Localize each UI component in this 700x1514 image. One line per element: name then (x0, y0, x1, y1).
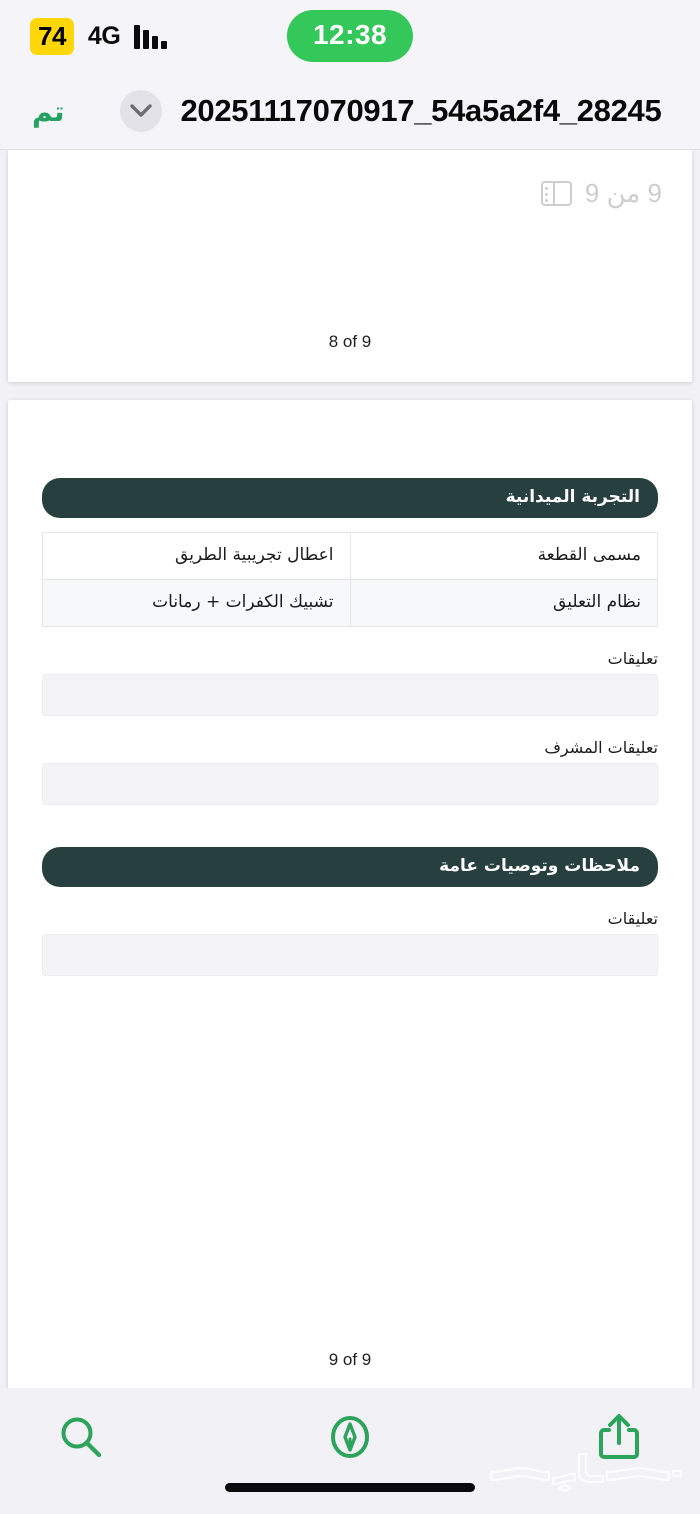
field-input-general-comments[interactable] (42, 934, 658, 976)
pdf-page-current (8, 400, 692, 1388)
home-indicator (225, 1483, 475, 1492)
field-trial-table (42, 532, 658, 627)
done-button[interactable]: تم (32, 95, 65, 127)
status-bar-left (30, 18, 167, 55)
document-scroll-area[interactable] (0, 150, 700, 1388)
battery-level-label: 74 (30, 18, 74, 55)
field-label-comments: تعليقات (607, 649, 658, 668)
table-cell-key: مسمى القطعة (350, 533, 658, 580)
table-row (43, 580, 658, 627)
report-body (8, 400, 692, 976)
network-type-label: 4G (87, 21, 121, 50)
table-cell-value: اعطال تجريبية الطريق (43, 533, 351, 580)
share-icon (596, 1412, 642, 1467)
status-bar (0, 0, 700, 72)
bottom-toolbar (0, 1388, 700, 1514)
field-input-supervisor-comments[interactable] (42, 763, 658, 805)
section-header-field-trial: التجربة الميدانية (42, 478, 658, 518)
page-indicator[interactable] (541, 178, 662, 209)
chevron-down-icon[interactable] (120, 90, 162, 132)
field-label-supervisor-comments: تعليقات المشرف (544, 738, 658, 757)
search-button[interactable] (52, 1410, 110, 1468)
field-label-general-comments: تعليقات (607, 909, 658, 928)
page-indicator-label: 9 من 9 (584, 178, 662, 208)
table-cell-key: نظام التعليق (350, 580, 658, 627)
markup-button[interactable] (321, 1410, 379, 1468)
table-row (43, 533, 658, 580)
search-icon (58, 1414, 104, 1465)
navigation-bar (0, 72, 700, 150)
field-input-comments[interactable] (42, 674, 658, 716)
haraj-watermark (483, 1444, 688, 1496)
document-title: 20251117070917_54a5a2f4_28245 (180, 93, 662, 128)
page-footer-number-current: 9 of 9 (328, 1350, 372, 1369)
section-header-general-notes: ملاحظات وتوصيات عامة (42, 847, 658, 887)
page-footer-number-previous: 8 of 9 (328, 332, 372, 351)
battery-indicator (30, 18, 74, 55)
pdf-page-previous (8, 150, 692, 382)
table-cell-value: تشبيك الكفرات + رمانات (43, 580, 351, 627)
status-bar-time: 12:38 (287, 10, 413, 62)
share-button[interactable] (590, 1410, 648, 1468)
markup-pen-icon (325, 1412, 375, 1467)
thumbnail-sidebar-icon[interactable] (541, 181, 572, 206)
section-spacer (42, 805, 658, 847)
signal-bars-icon (134, 23, 167, 49)
